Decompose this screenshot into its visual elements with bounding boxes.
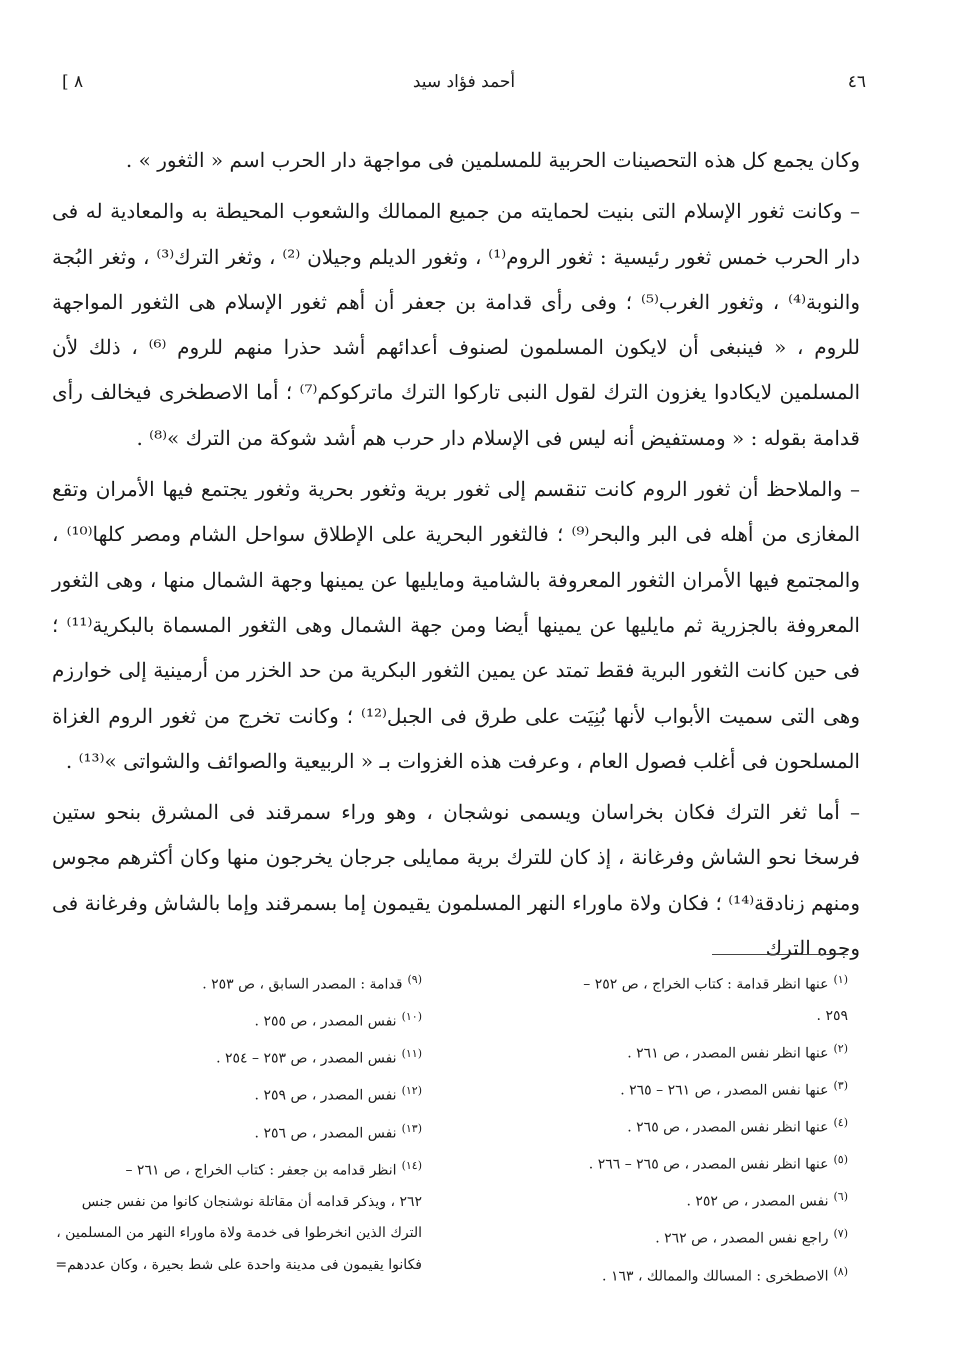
- paragraph: – والملاحظ أن ثغور الروم كانت تنقسم إلى ثغور برية وثغور بحرية وثغور يجتمع فيها الأمران وتقع المغازى من أهله فى البر والبحر⁽⁹⁾ ؛ فالثغور البحرية على الإطلاق سواحل الشام ومصر كلها⁽¹⁰⁾ ، والمجتمع فيها الأمران الثغور المعروفة بالشامية ومايليها عن يمينها وجهة الشمال منها ، وهى الثغور المعروفة بالجزرية ثم مايليها عن يمينها أيضا ومن جهة الشمال وهى الثغور المسماة بالبكرية⁽¹¹⁾ ؛ فى حين كانت الثغور البرية فقط تمتد عن يمين الثغور البكرية من حد الخزر من أرمينية إلى خوارزم وهى التى سميت الأبواب لأنها بُنِيَت على طرق فى الجبل⁽¹²⁾ ؛ وكانت تخرج من ثغور الروم الغزاة المسلحون فى أغلب فصول العام ، وعرفت هذه الغزوات بـ « الربيعية والصوائف والشواتى »⁽¹³⁾ .: [52, 477, 860, 773]
- footnote-number: (١٣): [401, 1121, 422, 1135]
- footnote-number: (١٠): [401, 1010, 422, 1024]
- paragraph: – أما ثغر الترك فكان بخراسان ويسمى نوشجان ، وهو وراء سمرقند فى المشرق بنحو ستين فرسخا نحو الشاش وفرغانة ، إذ كان للترك برية ممايلى جرجان يخرجون منها وكان أكثرهم مجوس ومنهم زنادقة⁽¹⁴⁾ ؛ فكان ولاة ماوراء النهر المسلمون يقيمون إما بسمرقند وإما بالشاش وفرغانة فى وجوه الترك: [52, 800, 860, 961]
- footnote-number: (٥): [833, 1153, 848, 1167]
- footnote-number: (١): [833, 973, 848, 986]
- footnote-separator: [712, 954, 848, 955]
- footnote-number: (٢): [833, 1041, 848, 1055]
- footnote-text: نفس المصدر ، ص ٢٥٦ .: [254, 1125, 397, 1142]
- footnote-text: عنها نفس المصدر ، ص ٢٦١ – ٢٦٥ .: [620, 1082, 829, 1099]
- footnote-text: نفس المصدر ، ص ٢٥٩ .: [254, 1088, 397, 1105]
- footnote-continuation: [50, 1218, 422, 1250]
- footnote-text: راجع نفس المصدر ، ص ٢٦٢ .: [655, 1231, 829, 1248]
- footnote-continuation: [50, 1187, 422, 1219]
- main-text: [52, 138, 860, 977]
- paragraph: وكان يجمع كل هذه التحصينات الحربية للمسلمين فى مواجهة دار الحرب اسم « الثغور » .: [125, 148, 860, 172]
- footnotes-left-column: [50, 964, 422, 1281]
- footnote-number: (٩): [407, 973, 422, 986]
- paragraph: – وكانت ثغور الإسلام التى بنيت لحمايته من جميع الممالك والشعوب المحيطة به والمعادية له فى دار الحرب خمس ثغور رئيسية : ثغور الروم⁽¹⁾ ، وثغور الديلم وجيلان ⁽²⁾ ، وثغر الترك⁽³⁾ ، وثغر البُجة والنوبة⁽⁴⁾ ، وثغور الغرب⁽⁵⁾ ؛ وفى رأى قدامة بن جعفر أن أهم ثغور الإسلام هى الثغور المواجهة للروم ، « فينبغى أن لايكون المسلمون لصنوف أعدائهم أشد حذرا منهم للروم ⁽⁶⁾ ، ذلك لأن المسلمين لايكادوا يغزون الترك لقول النبى تاركوا الترك ماتركوكم⁽⁷⁾ ؛ أما الاصطخرى فيخالف رأى قدامة بقوله : « ومستفيض أنه ليس فى الإسلام دار حرب هم أشد شوكة من الترك »⁽⁸⁾ .: [52, 199, 861, 450]
- footnote-number: (٨): [833, 1264, 848, 1278]
- footnote: [498, 1070, 848, 1107]
- footnote: [498, 1256, 848, 1293]
- footnote-text: عنها انظر قدامة : كتاب الخراج ، ص ٢٥٢ –: [583, 976, 829, 993]
- bracket-mark: [ ٨: [62, 72, 84, 92]
- footnote-text: نفس المصدر ، ص ٢٥٣ – ٢٥٤ .: [216, 1050, 397, 1067]
- footnote: [498, 1218, 848, 1255]
- footnote-number: (١٢): [401, 1084, 422, 1098]
- footnote-text: عنها انظر نفس المصدر ، ص ٢٦١ .: [627, 1045, 829, 1062]
- footnote-number: (١٤): [401, 1158, 422, 1172]
- page-header: [62, 72, 866, 102]
- footnote: [498, 1033, 848, 1070]
- footnote-number: (٣): [833, 1078, 848, 1092]
- running-title: أحمد فؤاد سيد: [412, 72, 516, 92]
- footnote-text: ٢٦٢ ، ويذكر قدامه أن مقاتلة نوشنجان كانوا من نفس جنس: [81, 1193, 422, 1210]
- footnote: [498, 1107, 848, 1144]
- footnote: [50, 1001, 422, 1038]
- footnote-number: (٦): [833, 1190, 848, 1204]
- footnote: [50, 1075, 422, 1112]
- footnote-text: عنها انظر نفس المصدر ، ص ٢٦٥ .: [627, 1119, 829, 1136]
- footnote: [498, 964, 848, 1001]
- footnote-number: (١١): [401, 1047, 422, 1061]
- footnote: [50, 1038, 422, 1075]
- footnote-number: (٤): [833, 1115, 848, 1129]
- page-number: ٤٦: [847, 72, 866, 92]
- footnote-number: (٧): [833, 1227, 848, 1241]
- footnote-text: الترك الذين انخرطوا فى خدمة ولاة ماوراء النهر من المسلمين ،: [56, 1225, 422, 1242]
- footnote: [50, 1113, 422, 1150]
- footnote-text: ٢٥٩ .: [816, 1008, 848, 1025]
- footnote-text: الاصطخرى : المسالك والممالك ، ١٦٣ .: [602, 1268, 829, 1285]
- footnotes-right-column: [498, 964, 848, 1293]
- footnote-continuation: [498, 1001, 848, 1033]
- footnote-continuation: [50, 1250, 422, 1282]
- footnote: [50, 1150, 422, 1187]
- footnote-text: فكانوا يقيمون فى مدينة واحدة على شط بحيرة ، وكان عددهم=: [55, 1256, 422, 1273]
- footnote-text: نفس المصدر ، ص ٢٥٥ .: [254, 1013, 397, 1030]
- footnote: [498, 1144, 848, 1181]
- footnote-text: انظر قدامه بن جعفر : كتاب الخراج ، ص ٢٦١ –: [125, 1162, 397, 1179]
- footnote: [498, 1181, 848, 1218]
- footnote-text: قدامة : المصدر السابق ، ص ٢٥٣ .: [202, 976, 403, 993]
- footnote: [50, 964, 422, 1001]
- footnote-text: عنها انظر نفس المصدر ، ص ٢٦٥ – ٢٦٦ .: [588, 1156, 829, 1173]
- footnote-text: نفس المصدر ، ص ٢٥٢ .: [686, 1193, 829, 1210]
